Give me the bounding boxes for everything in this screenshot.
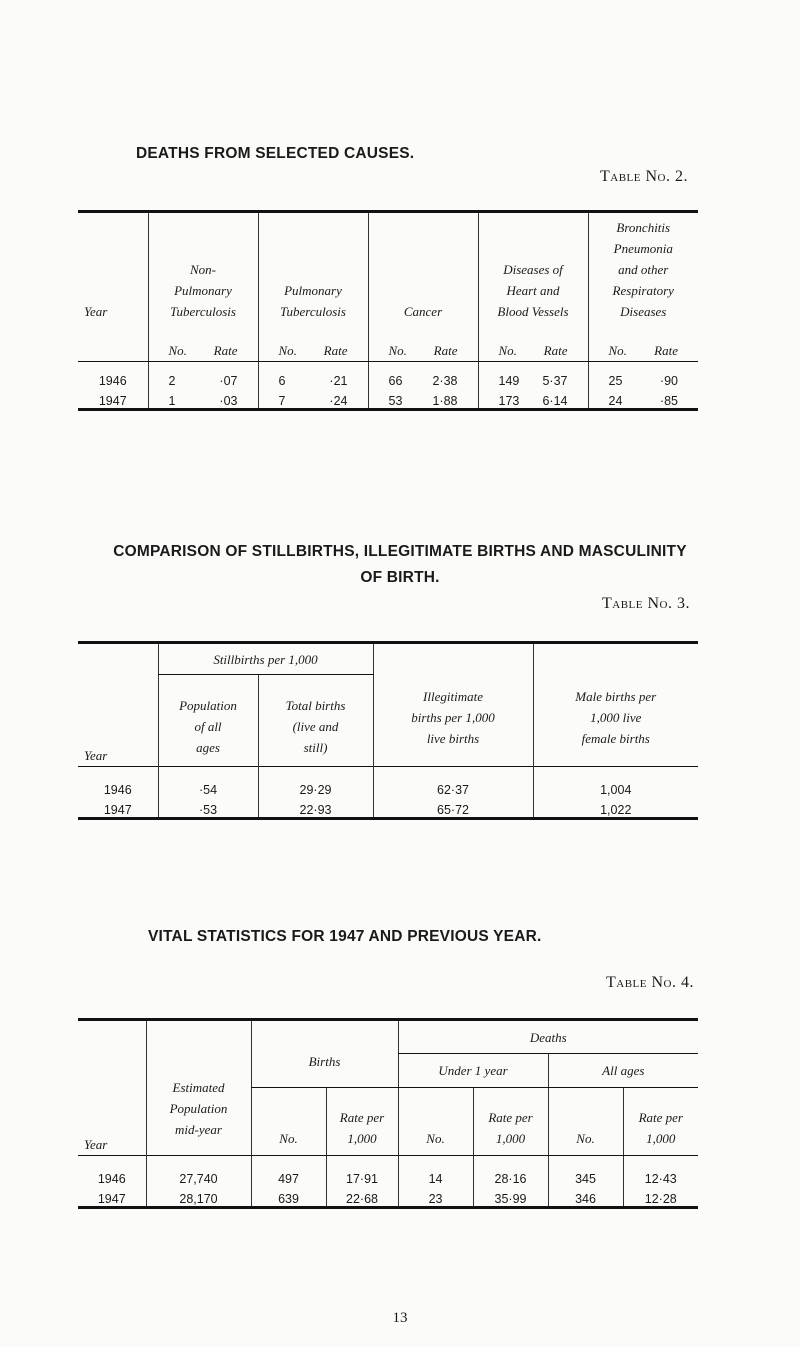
count-cell: 24 <box>608 394 623 408</box>
all-rate-cell: 12·43 <box>623 1156 698 1186</box>
table-row <box>78 767 698 797</box>
male-births-cell: 1,022 <box>533 797 698 819</box>
births-no-cell: 497 <box>251 1156 326 1186</box>
count-cell: 7 <box>278 394 286 408</box>
year-cell: 1947 <box>78 1186 146 1208</box>
rate-label: Rate <box>323 343 348 358</box>
table2 <box>78 210 698 411</box>
table3-heading-line2: OF BIRTH. <box>360 569 440 586</box>
rate-label: Rate <box>433 343 458 358</box>
population-cell: ·54 <box>158 767 258 797</box>
table2-col-header: Bronchitis Pneumonia and other Respiratory Diseases <box>588 212 698 322</box>
births-rate-cell: 22·68 <box>326 1186 398 1208</box>
rate-cell: ·21 <box>329 373 348 388</box>
illegitimate-cell: 65·72 <box>373 797 533 819</box>
male-births-header: Male births per 1,000 live female births <box>533 643 698 767</box>
total-births-header: Total births (live and still) <box>258 675 373 767</box>
table2-heading: DEATHS FROM SELECTED CAUSES. <box>136 145 415 162</box>
count-cell: 6 <box>278 373 286 388</box>
rate-cell: 6·14 <box>542 394 568 408</box>
total-births-cell: 22·93 <box>258 797 373 819</box>
table4-year-header: Year <box>78 1020 146 1156</box>
under1-no-header: No. <box>398 1088 473 1156</box>
under1-no-cell: 23 <box>398 1186 473 1208</box>
rate-cell: ·24 <box>329 394 348 408</box>
births-header: Births <box>251 1020 398 1088</box>
rate-cell: 2·38 <box>432 373 458 388</box>
no-label: No. <box>168 343 187 358</box>
no-label: No. <box>608 343 627 358</box>
table2-number: Table No. 2. <box>600 168 688 185</box>
table-row <box>78 1156 698 1186</box>
count-cell: 149 <box>498 373 520 388</box>
population-cell: 27,740 <box>146 1156 251 1186</box>
all-no-cell: 346 <box>548 1186 623 1208</box>
table4-heading: VITAL STATISTICS FOR 1947 AND PREVIOUS YEAR. <box>148 928 542 945</box>
table2-col-header: Diseases of Heart and Blood Vessels <box>478 212 588 322</box>
rate-cell: ·07 <box>219 373 238 388</box>
table-row <box>78 388 698 410</box>
under-1-year-header: Under 1 year <box>398 1054 548 1088</box>
population-cell: 28,170 <box>146 1186 251 1208</box>
under1-rate-cell: 28·16 <box>473 1156 548 1186</box>
table3-heading <box>0 543 800 587</box>
table3 <box>78 641 698 820</box>
births-no-header: No. <box>251 1088 326 1156</box>
table-row <box>78 362 698 388</box>
male-births-cell: 1,004 <box>533 767 698 797</box>
births-rate-header: Rate per 1,000 <box>326 1088 398 1156</box>
count-cell: 2 <box>168 373 176 388</box>
rate-label: Rate <box>654 343 678 358</box>
rate-label: Rate <box>213 343 238 358</box>
deaths-header: Deaths <box>398 1020 698 1054</box>
no-label: No. <box>388 343 407 358</box>
illegitimate-cell: 62·37 <box>373 767 533 797</box>
page-number: 13 <box>392 1310 408 1326</box>
no-label: No. <box>278 343 297 358</box>
under1-rate-cell: 35·99 <box>473 1186 548 1208</box>
under1-no-cell: 14 <box>398 1156 473 1186</box>
table3-year-header: Year <box>78 643 158 767</box>
under1-rate-header: Rate per 1,000 <box>473 1088 548 1156</box>
year-cell: 1946 <box>78 767 158 797</box>
table2-col-header: Non- Pulmonary Tuberculosis <box>148 212 258 322</box>
births-rate-cell: 17·91 <box>326 1156 398 1186</box>
illegitimate-header: Illegitimate births per 1,000 live births <box>373 643 533 767</box>
count-cell: 25 <box>608 373 623 388</box>
stillbirths-header: Stillbirths per 1,000 <box>158 643 373 675</box>
all-rate-header: Rate per 1,000 <box>623 1088 698 1156</box>
table2-col-header: Pulmonary Tuberculosis <box>258 212 368 322</box>
year-cell: 1946 <box>98 373 127 388</box>
all-no-cell: 345 <box>548 1156 623 1186</box>
rate-cell: 5·37 <box>542 373 568 388</box>
year-cell: 1947 <box>78 797 158 819</box>
all-ages-header: All ages <box>548 1054 698 1088</box>
rate-cell: ·03 <box>219 394 238 408</box>
all-no-header: No. <box>548 1088 623 1156</box>
year-cell: 1947 <box>78 388 148 410</box>
table3-heading-line1: COMPARISON OF STILLBIRTHS, ILLEGITIMATE BIRTHS AND MASCULINITY <box>113 543 687 560</box>
table-row <box>78 1186 698 1208</box>
total-births-cell: 29·29 <box>258 767 373 797</box>
table3-number: Table No. 3. <box>602 595 690 612</box>
rate-cell: 1·88 <box>432 394 458 408</box>
table2-year-header: Year <box>78 212 148 322</box>
table2-col-header: Cancer <box>368 212 478 322</box>
table4 <box>78 1018 698 1209</box>
table4-number: Table No. 4. <box>606 974 694 991</box>
table-row <box>78 797 698 819</box>
rate-label: Rate <box>543 343 568 358</box>
population-header: Population of all ages <box>158 675 258 767</box>
estimated-population-header: Estimated Population mid-year <box>146 1020 251 1156</box>
count-cell: 173 <box>498 394 520 408</box>
count-cell: 53 <box>388 394 403 408</box>
year-cell: 1946 <box>78 1156 146 1186</box>
rate-cell: ·90 <box>659 373 678 388</box>
births-no-cell: 639 <box>251 1186 326 1208</box>
all-rate-cell: 12·28 <box>623 1186 698 1208</box>
count-cell: 66 <box>388 373 403 388</box>
no-label: No. <box>498 343 517 358</box>
count-cell: 1 <box>168 394 176 408</box>
rate-cell: ·85 <box>659 394 678 408</box>
population-cell: ·53 <box>158 797 258 819</box>
